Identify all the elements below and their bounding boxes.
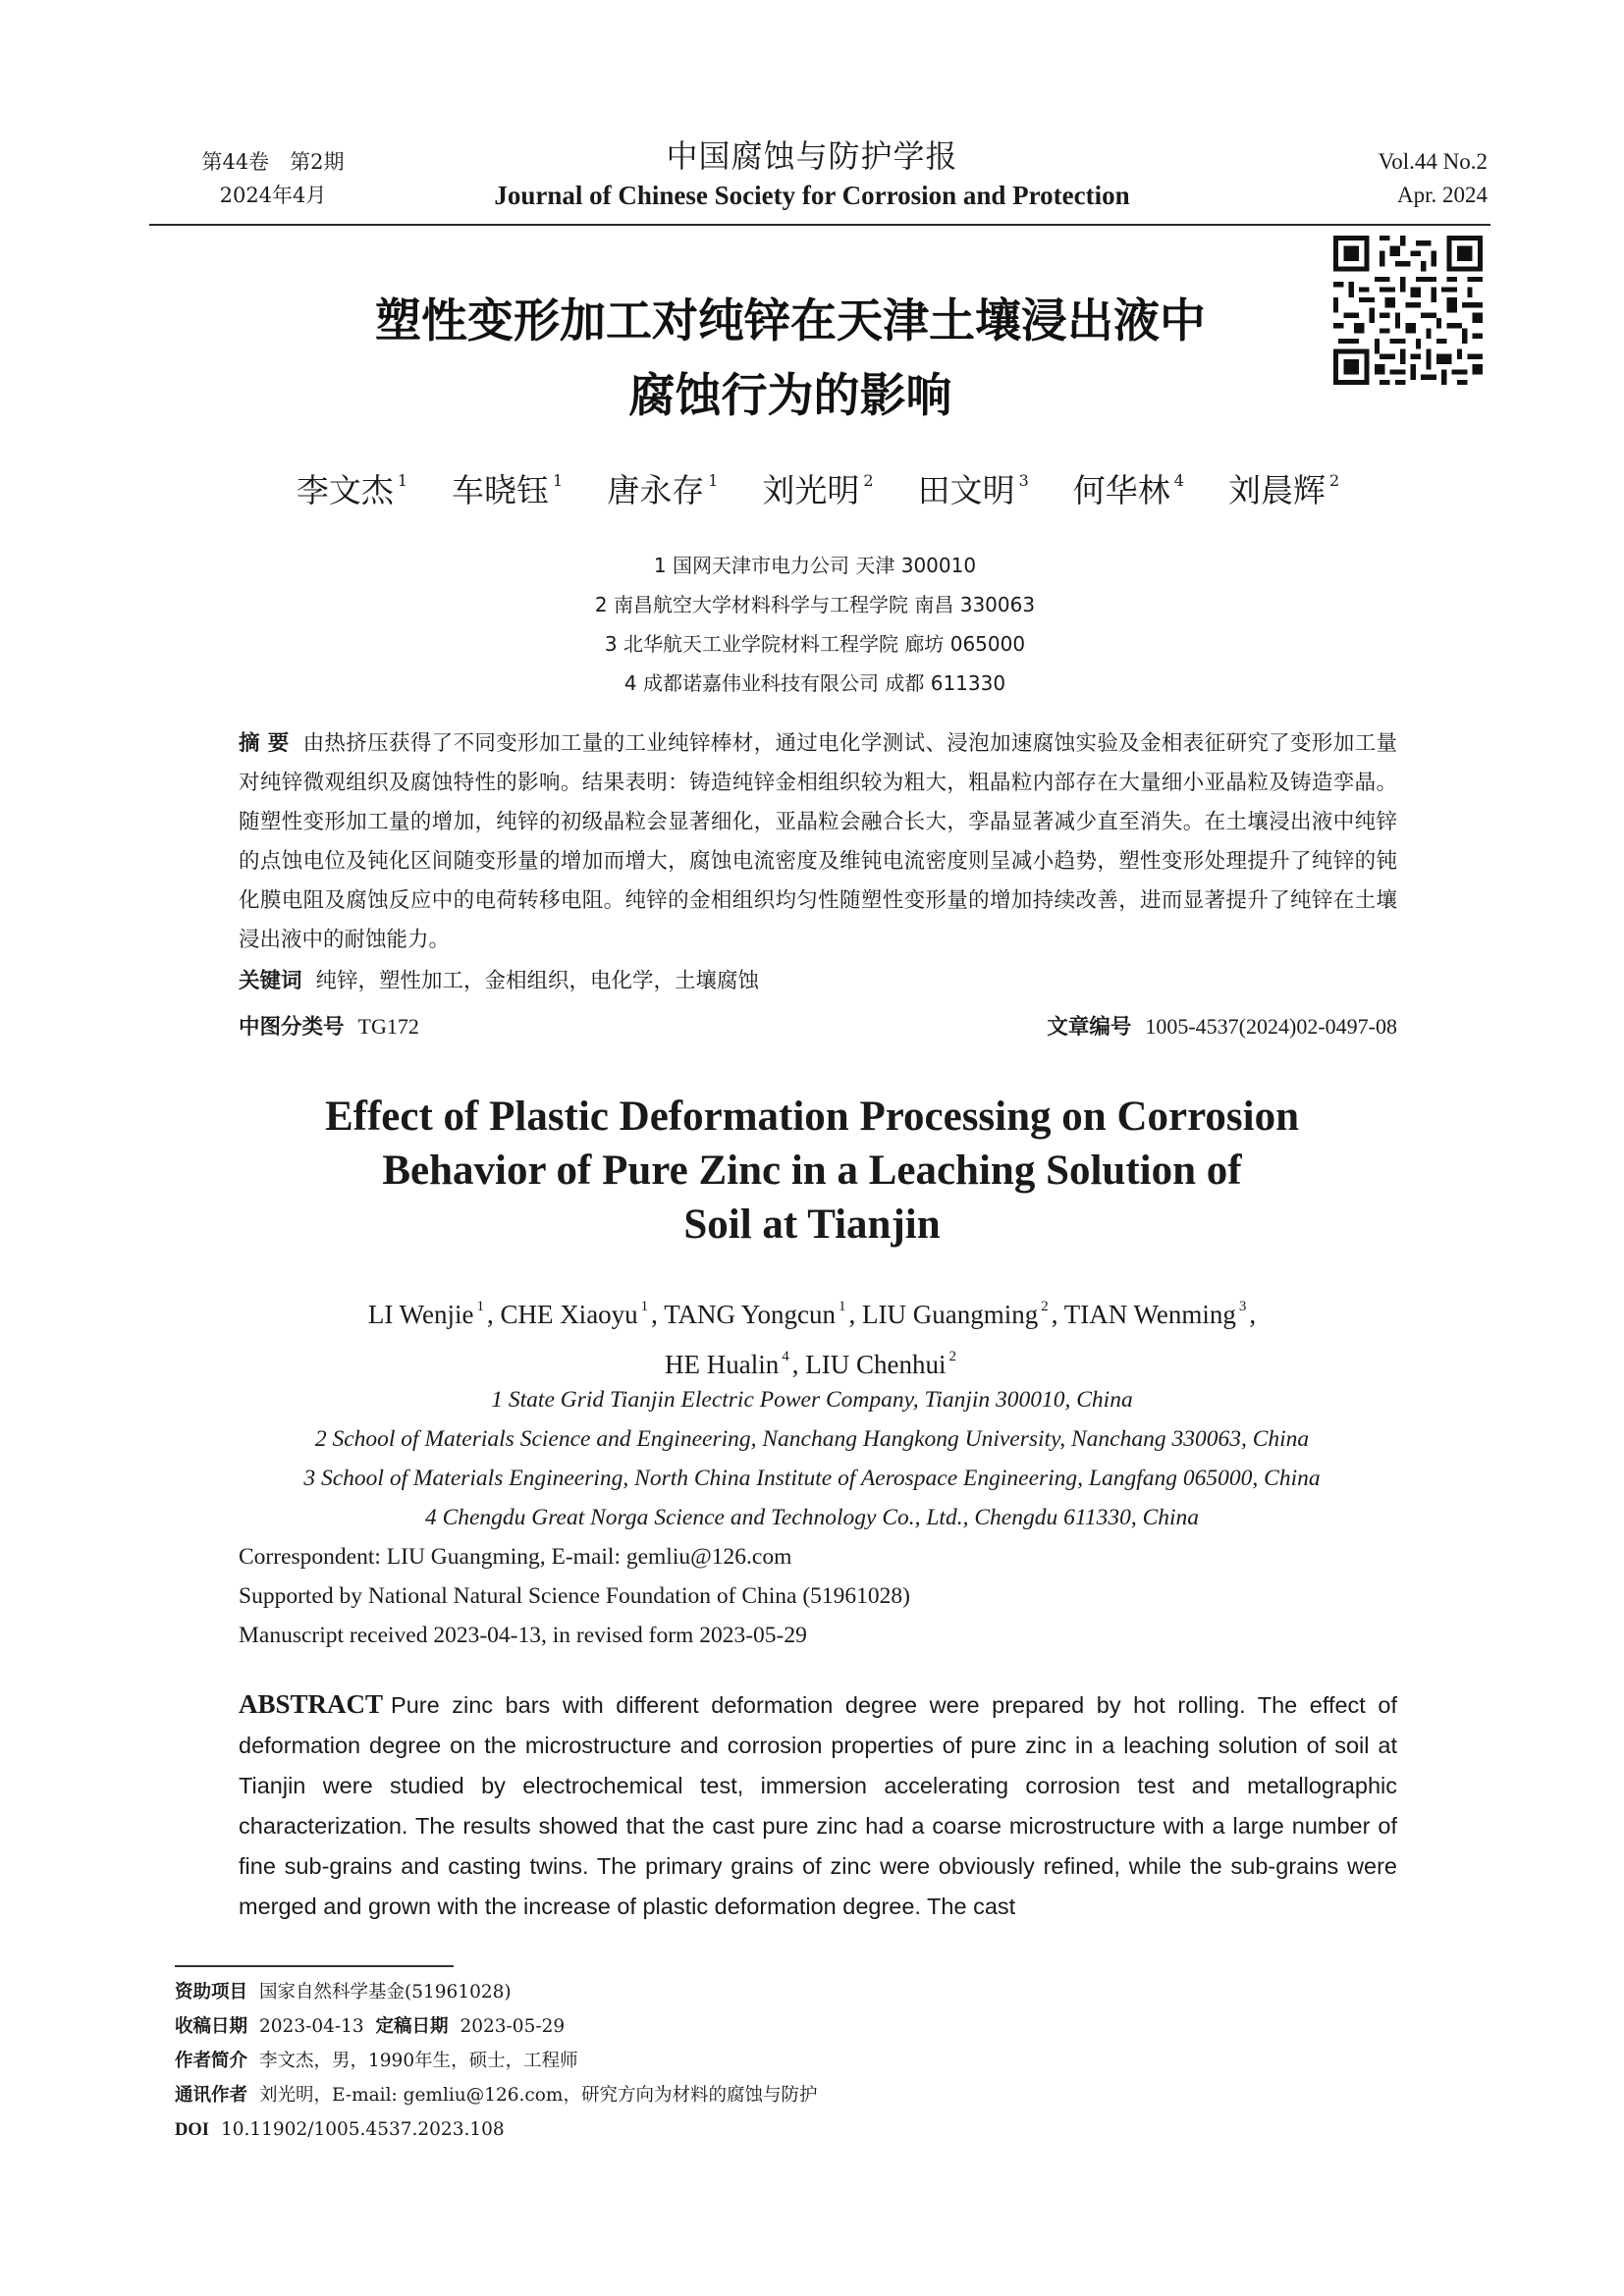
- authors-en-line1: LI Wenjie $^1$ , CHE Xiaoyu $^1$ , TANG Yongcun $^1$ , LIU Guangming $^2$ , TIAN Wenming $^3$ ,: [367, 1299, 1257, 1329]
- author-en: TIAN Wenming $^3$: [1063, 1299, 1247, 1329]
- header-volume-en: [1316, 145, 1488, 212]
- keywords-cn: [239, 962, 1397, 1001]
- author-cn: 何华林 $^4$: [1072, 471, 1184, 509]
- footnote-author-bio: 作者简介 李文杰，男，1990年生，硕士，工程师: [175, 2051, 578, 2071]
- classification-row: [239, 1007, 1397, 1047]
- title-cn-line2: 腐蚀行为的影响: [628, 369, 952, 423]
- footnote-funding: 资助项目 国家自然科学基金(51961028): [175, 1982, 512, 2002]
- date-en: Apr. 2024: [1397, 183, 1488, 207]
- affiliation-cn: 1 国网天津市电力公司 天津 300010: [653, 554, 977, 577]
- abstract-cn: [239, 724, 1397, 960]
- journal-name-en: Journal of Chinese Society for Corrosion and Protection: [494, 181, 1130, 210]
- affiliation-cn: 4 成都诺嘉伟业科技有限公司 成都 611330: [623, 671, 1006, 695]
- affiliation-en: 3 School of Materials Engineering, North China Institute of Aerospace Engineering, Langfang 065000, China: [303, 1466, 1321, 1491]
- header-journal: [419, 135, 1205, 212]
- affiliation-en: 2 School of Materials Science and Engineering, Nanchang Hangkong University, Nanchang 330063, China: [314, 1426, 1310, 1452]
- abstract-en: [239, 1684, 1397, 1927]
- author-en: LI Wenjie $^1$: [367, 1299, 484, 1329]
- authors-cn: [147, 465, 1489, 511]
- qr-code-icon: [1333, 236, 1483, 385]
- title-en-line2: Behavior of Pure Zinc in a Leaching Solution of: [382, 1148, 1242, 1194]
- title-cn: [275, 285, 1306, 434]
- affiliation-en: 4 Chengdu Great Norga Science and Technology Co., Ltd., Chengdu 611330, China: [424, 1505, 1200, 1530]
- volume-issue-en: Vol.44 No.2: [1378, 149, 1488, 174]
- author-en: TANG Yongcun $^1$: [664, 1299, 846, 1329]
- article-number-cn: 文章编号 1005-4537(2024)02-0497-08: [1047, 1014, 1397, 1040]
- journal-name-cn: 中国腐蚀与防护学报: [666, 137, 958, 175]
- funding-note: Supported by National Natural Science Foundation of China (51961028): [239, 1583, 910, 1609]
- author-cn: 刘晨辉 $^2$: [1227, 471, 1340, 509]
- author-cn: 车晓钰 $^1$: [452, 471, 564, 509]
- header-rule: [149, 224, 1490, 226]
- keywords-cn-label: 关键词: [239, 969, 302, 993]
- author-en: HE Hualin $^4$: [665, 1349, 789, 1379]
- author-cn: 田文明 $^3$: [917, 471, 1029, 509]
- footnote-dates: 收稿日期 2023-04-13 定稿日期 2023-05-29: [175, 2016, 566, 2037]
- keywords-cn-text: 纯锌，塑性加工，金相组织，电化学，土壤腐蚀: [315, 969, 760, 993]
- classification-cn: 中图分类号 TG172: [239, 1014, 419, 1040]
- affiliation-en: 1 State Grid Tianjin Electric Power Company, Tianjin 300010, China: [491, 1387, 1133, 1413]
- footnotes: [175, 1975, 1353, 2148]
- affiliation-cn: 3 北华航天工业学院材料工程学院 廊坊 065000: [604, 632, 1026, 656]
- volume-issue-cn: 第44卷 第2期: [201, 150, 345, 174]
- abstract-en-label: ABSTRACT: [239, 1689, 384, 1719]
- footnote-doi: DOI 10.11902/1005.4537.2023.108: [175, 2119, 505, 2140]
- author-cn: 刘光明 $^2$: [762, 471, 874, 509]
- title-en: [196, 1090, 1428, 1252]
- abstract-cn-text: 由热挤压获得了不同变形加工量的工业纯锌棒材，通过电化学测试、浸泡加速腐蚀实验及金相表征研究了变形加工量对纯锌微观组织及腐蚀特性的影响。结果表明：铸造纯锌金相组织较为粗大，粗晶粒内部存在大量细小亚晶粒及铸造孪晶。随塑性变形加工量的增加，纯锌的初级晶粒会显著细化，亚晶粒会融合长大，孪晶显著减少直至消失。在土壤浸出液中纯锌的点蚀电位及钝化区间随变形量的增加而增大，腐蚀电流密度及维钝电流密度则呈减小趋势，塑性变形处理提升了纯锌的钝化膜电阻及腐蚀反应中的电荷转移电阻。纯锌的金相组织均匀性随塑性变形量的增加持续改善，进而显著提升了纯锌在土壤浸出液中的耐蚀能力。: [239, 731, 1397, 952]
- author-cn: 唐永存 $^1$: [607, 471, 719, 509]
- abstract-cn-label: 摘 要: [239, 731, 290, 756]
- footnote-rule: [175, 1965, 454, 1967]
- manuscript-note: Manuscript received 2023-04-13, in revised form 2023-05-29: [239, 1623, 807, 1648]
- affiliation-cn: 2 南昌航空大学材料科学与工程学院 南昌 330063: [594, 593, 1036, 616]
- header-volume-cn: [175, 145, 371, 212]
- author-en: LIU Chenhui $^2$: [805, 1349, 956, 1379]
- date-cn: 2024年4月: [219, 184, 327, 207]
- title-en-line1: Effect of Plastic Deformation Processing on Corrosion: [324, 1094, 1299, 1140]
- footnote-correspondent: 通讯作者 刘光明，E-mail: gemliu@126.com，研究方向为材料的腐蚀与防护: [175, 2085, 818, 2106]
- title-en-line3: Soil at Tianjin: [683, 1201, 941, 1248]
- authors-en: [196, 1286, 1428, 1386]
- title-cn-line1: 塑性变形加工对纯锌在天津土壤浸出液中: [375, 294, 1206, 348]
- affiliations-en: [196, 1380, 1428, 1537]
- affiliations-cn: [442, 546, 1188, 703]
- notes-en: [239, 1537, 1397, 1655]
- author-en: CHE Xiaoyu $^1$: [500, 1299, 649, 1329]
- abstract-en-text: Pure zinc bars with different deformation degree were prepared by hot rolling. The effect of deformation degree on the microstructure and corrosion properties of pure zinc in a leaching solution of soil at Tianjin were studied by electrochemical test, immersion accelerating corrosion test and metallographic characterization. The results showed that the cast pure zinc had a coarse microstructure with a large number of fine sub-grains and casting twins. The primary grains of zinc were obviously refined, while the sub-grains were merged and grown with the increase of plastic deformation degree. The cast: [239, 1692, 1397, 1919]
- authors-en-line2: HE Hualin $^4$ , LIU Chenhui $^2$: [196, 1336, 1428, 1386]
- author-en: LIU Guangming $^2$: [862, 1299, 1049, 1329]
- author-cn: 李文杰 $^1$: [296, 471, 408, 509]
- correspondent-note: Correspondent: LIU Guangming, E-mail: gemliu@126.com: [239, 1544, 792, 1570]
